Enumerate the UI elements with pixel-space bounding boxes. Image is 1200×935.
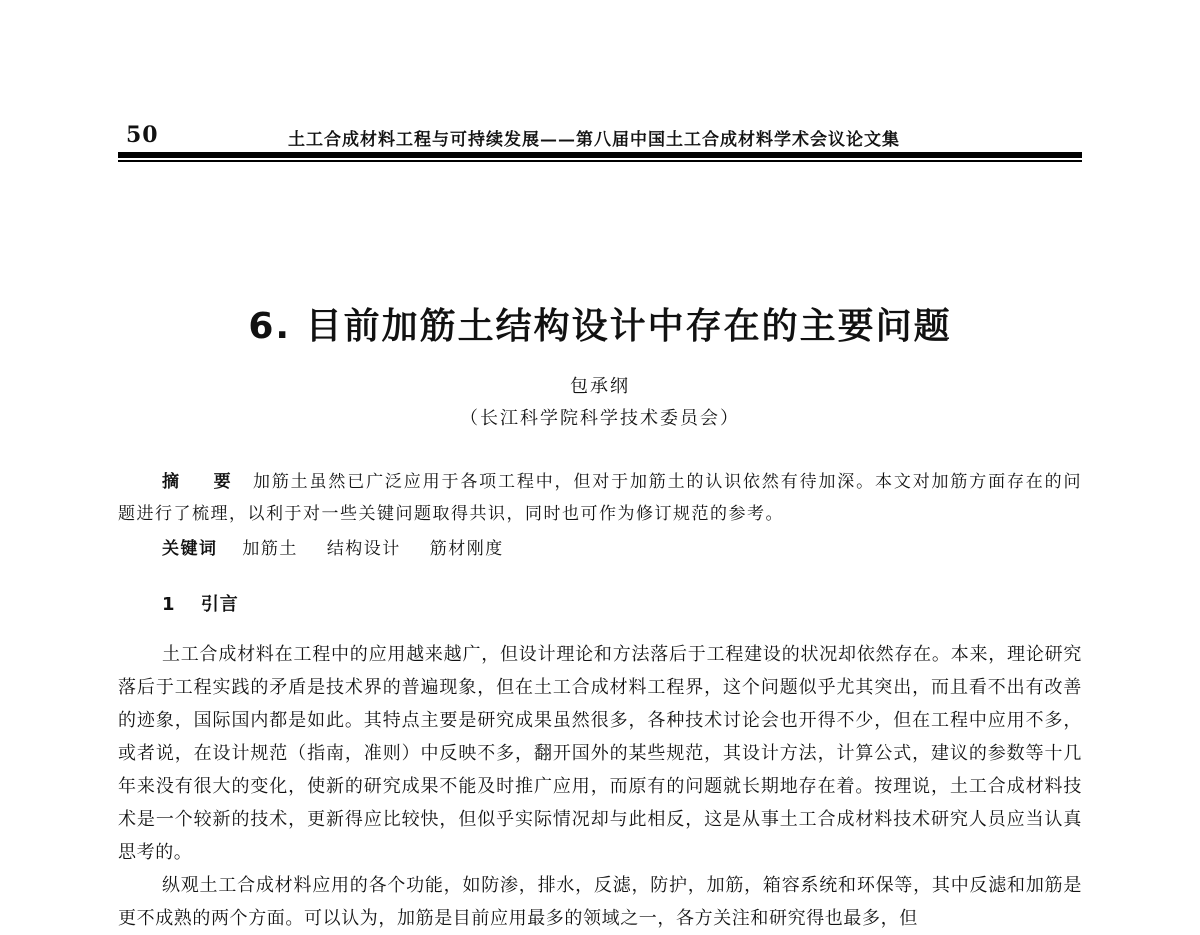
article-title: 6. 目前加筋土结构设计中存在的主要问题 <box>248 306 952 347</box>
section-title: 引言 <box>200 594 239 615</box>
keyword: 筋材刚度 <box>429 539 504 559</box>
section-number: 1 <box>162 594 176 615</box>
abstract <box>118 466 1082 530</box>
page-header <box>118 122 1082 148</box>
header-rule-thick <box>118 152 1082 158</box>
keyword: 加筋土 <box>242 539 298 559</box>
abstract-label: 摘 要 <box>162 472 245 492</box>
section-heading <box>162 590 239 616</box>
paragraph: 土工合成材料在工程中的应用越来越广，但设计理论和方法落后于工程建设的状况却依然存在。本来，理论研究落后于工程实践的矛盾是技术界的普遍现象，但在土工合成材料工程界，这个问题似乎尤其突出，而且看不出有改善的迹象，国际国内都是如此。其特点主要是研究成果虽然很多，各种技术讨论会也开得不少，但在工程中应用不多，或者说，在设计规范（指南，准则）中反映不多，翻开国外的某些规范，其设计方法，计算公式，建议的参数等十几年来没有很大的变化，使新的研究成果不能及时推广应用，而原有的问题就长期地存在着。按理说，土工合成材料技术是一个较新的技术，更新得应比较快，但似乎实际情况却与此相反，这是从事土工合成材料技术研究人员应当认真思考的。 <box>118 644 1082 863</box>
keyword: 结构设计 <box>326 539 401 559</box>
page-number: 50 <box>126 122 159 148</box>
author-affiliation: （长江科学院科学技术委员会） <box>460 408 740 429</box>
header-rule-thin <box>118 160 1082 162</box>
keywords <box>162 534 526 559</box>
body-text <box>118 638 1082 935</box>
abstract-text: 加筋土虽然已广泛应用于各项工程中，但对于加筋土的认识依然有待加深。本文对加筋方面存在的问题进行了梳理，以利于对一些关键问题取得共识，同时也可作为修订规范的参考。 <box>118 472 1082 524</box>
paragraph: 纵观土工合成材料应用的各个功能，如防渗，排水，反滤，防护，加筋，箱容系统和环保等，其中反滤和加筋是更不成熟的两个方面。可以认为，加筋是目前应用最多的领域之一，各方关注和研究得也最多，但 <box>118 875 1082 929</box>
author-name: 包承纲 <box>570 376 630 397</box>
keywords-label: 关键词 <box>162 539 218 559</box>
running-head: 土工合成材料工程与可持续发展——第八届中国土工合成材料学术会议论文集 <box>288 130 900 150</box>
